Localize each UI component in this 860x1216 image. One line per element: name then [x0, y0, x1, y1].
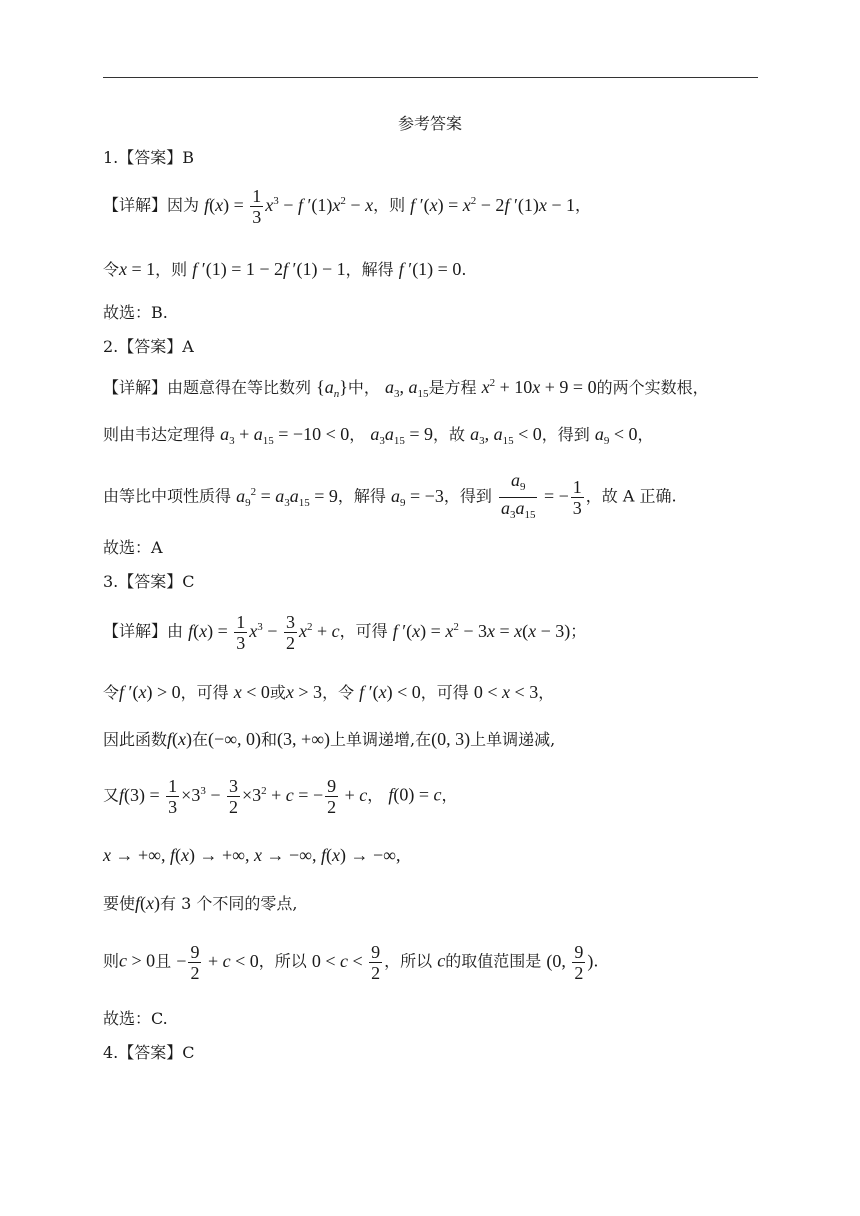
- math-expression: x → +∞, f(x) → +∞, x → −∞, f(x) → −∞,: [103, 845, 401, 865]
- detail-tag: 【详解】: [103, 621, 168, 641]
- math-expression: (3, +∞): [277, 729, 331, 749]
- detail-tag: 【详解】: [103, 195, 168, 215]
- math-expression: x > 3: [285, 682, 323, 702]
- q3-detail-line1: 【详解】由 f(x) = $\frac{1}{3}$ $x^3$ − $\frac{3}{2}$ $x^2 + c$，可得 f $'(x) = x^2 - 3x = x(x - 3)$；: [103, 612, 587, 653]
- q3-detail-line2: 令f ′(x) > 0，可得 x < 0或x > 3，令 f ′(x) < 0，可得 0 < x < 3，: [103, 682, 555, 702]
- math-expression: f ′(1) = 1 − 2f ′(1) − 1: [192, 259, 346, 279]
- math-expression: f(x) = $\frac{1}{3}$ $x^3$ − $\frac{3}{2}$ $x^2 + c$: [188, 612, 340, 653]
- q3-answer: 3.【答案】C: [103, 572, 195, 591]
- q2-detail-line3: 由等比中项性质得 $a_9^2 = a_3a_{15} = 9$，解得 $a_9 = -3$，得到 $\frac{a_9}{a_3a_{15}}$ = − $\frac{1}{3}$ ，故 A 正确.: [103, 470, 677, 521]
- math-expression: (−∞, 0): [208, 729, 262, 749]
- page-title: 参考答案: [397, 114, 462, 133]
- q2-detail-line1: 【详解】由题意得在等比数列 $\{a_n\}$中， $a_3$, $a_{15}$是方程 $x^2 + 10x + 9 = 0$的两个实数根，: [103, 377, 709, 400]
- math-expression: f ′(1) = 0: [398, 259, 462, 279]
- math-expression: f ′(x) > 0: [119, 682, 181, 702]
- math-expression: 0 < c < $\frac{9}{2}$: [311, 942, 381, 983]
- math-expression: $\frac{a_9}{a_3a_{15}}$ = − $\frac{1}{3}$: [500, 470, 582, 521]
- q3-detail-line5: [103, 845, 400, 866]
- math-expression: f ′(x) < 0: [359, 682, 421, 702]
- q2-answer: 2.【答案】A: [103, 337, 194, 356]
- math-expression: (0, 3): [431, 729, 471, 749]
- math-expression: f $'(x) = x^2 - 2f$ ′(1)x − 1: [410, 194, 576, 215]
- math-expression: c > 0: [119, 950, 156, 971]
- math-expression: f(x) = $\frac{1}{3}$ $x^3 - f$ $'(1)x^2 - x$: [204, 186, 374, 227]
- math-expression: $a_9 = -3$: [391, 485, 444, 509]
- detail-tag: 【详解】: [103, 378, 168, 397]
- math-expression: $a_3a_{15} = 9$: [370, 424, 433, 447]
- math-expression: x < 0: [233, 682, 270, 702]
- q3-conclusion: 故选：C.: [103, 1009, 168, 1028]
- math-expression: $x^2 + 10x + 9 = 0$: [481, 377, 597, 397]
- q2-conclusion: 故选：A: [103, 538, 163, 557]
- math-expression: $a_3$, $a_{15} < 0$: [470, 424, 542, 447]
- math-expression: $a_9^2 = a_3a_{15} = 9$: [236, 485, 338, 509]
- q3-detail-line4: 又f(3) = $\frac{1}{3}$ $\times 3^3$ − $\frac{3}{2}$ $\times 3^2 + c$ = − $\frac{9}{2}$ + c， f(0) = c，: [103, 776, 458, 817]
- math-expression: c: [437, 950, 446, 971]
- math-expression: f(x): [135, 893, 161, 913]
- math-expression: (0, $\frac{9}{2}$ ): [546, 942, 594, 983]
- math-expression: f(0) = c: [388, 784, 442, 805]
- math-expression: 0 < x < 3: [473, 682, 539, 702]
- q3-detail-line3: 因此函数f(x)在(−∞, 0)和(3, +∞)上单调递增,在(0, 3)上单调递减,: [103, 729, 556, 749]
- q3-detail-line6: 要使f(x)有 3 个不同的零点,: [103, 893, 298, 913]
- q1-answer: 1.【答案】B: [103, 148, 195, 167]
- math-expression: f(3) = $\frac{1}{3}$ $\times 3^3$ − $\frac{3}{2}$ $\times 3^2 + c$ = − $\frac{9}{2}$ + c: [119, 776, 368, 817]
- q4-answer: 4.【答案】C: [103, 1043, 195, 1062]
- q3-detail-line7: 则c > 0且 − $\frac{9}{2}$ + c < 0，所以 0 < c < $\frac{9}{2}$ ，所以 c的取值范围是 (0, $\frac{9}{2}$ ).: [103, 942, 599, 983]
- q1-detail-line1: 【详解】因为 f(x) = $\frac{1}{3}$ $x^3 - f$ $'(1)x^2 - x$，则 f $'(x) = x^2 - 2f$ ′(1)x − 1，: [103, 186, 592, 227]
- math-expression: f(x): [167, 729, 193, 749]
- top-rule: [103, 77, 758, 78]
- math-expression: $a_9 < 0$: [594, 424, 638, 447]
- q1-detail-line2: 令x = 1，则 f ′(1) = 1 − 2f ′(1) − 1，解得 f ′(1) = 0.: [103, 259, 467, 279]
- math-expression: − $\frac{9}{2}$ + c < 0: [176, 942, 259, 983]
- q2-detail-line2: 则由韦达定理得 $a_3 + a_{15} = -10 < 0$， $a_3a_{15} = 9$，故 $a_3$, $a_{15} < 0$，得到 $a_9 < 0$，: [103, 424, 654, 447]
- math-expression: $\{a_n\}$: [316, 377, 348, 400]
- math-expression: f $'(x) = x^2 - 3x = x(x - 3)$: [392, 620, 571, 641]
- math-expression: $a_3 + a_{15} = -10 < 0$: [220, 424, 350, 447]
- math-expression: x = 1: [119, 259, 156, 279]
- q1-conclusion: 故选：B.: [103, 303, 168, 322]
- math-expression: $a_3$, $a_{15}$: [385, 377, 429, 400]
